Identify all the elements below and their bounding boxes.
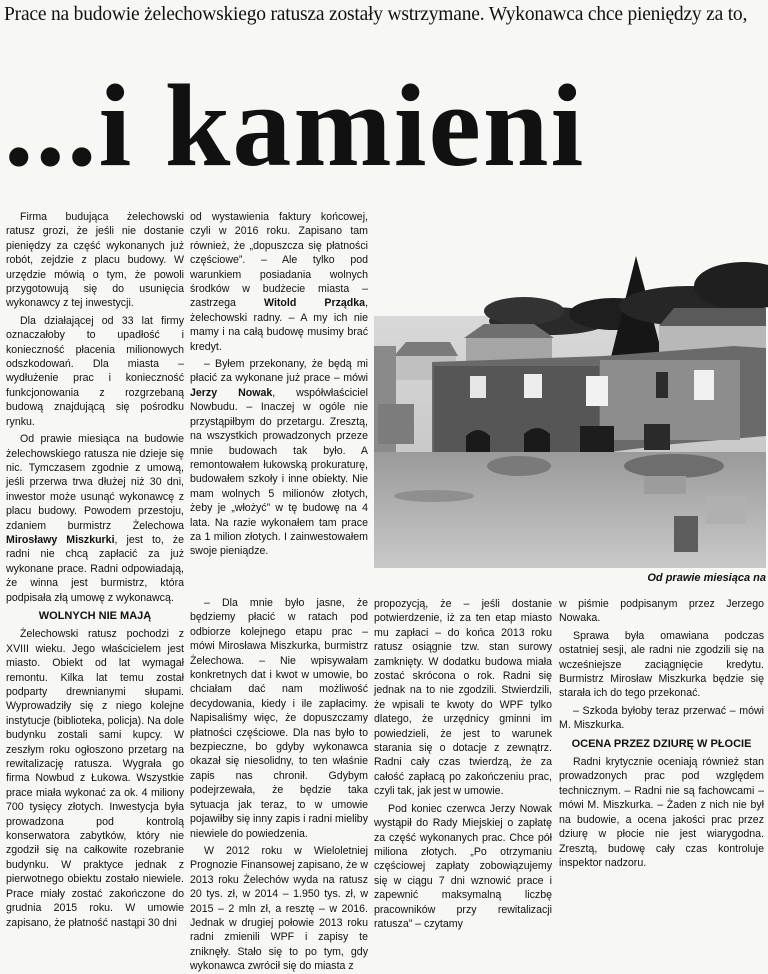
paragraph: – Szkoda byłoby teraz przerwać – mówi M. Miszkurka. [559,704,764,732]
column-2-lower [190,596,368,973]
text-run: – Byłem przekonany, że będą mi płacić za wykonane już prace – mówi [190,358,368,385]
paragraph: W 2012 roku w Wieloletniej Prognozie Finansowej zapisano, że w 2013 roku Żelechów wyda na ratusz 20 tys. zł, w 2014 – 1.950 tys. zł, w 2015 – 2 mln zł, a resztę – w 2016. Jednak w drugiej połowie 2013 roku radni zmienili WPF i zapisy te zniknęły. Stało się to po tym, gdy wykonawca zwrócił się do miasta z [190,844,368,973]
paragraph: – Dla mnie było jasne, że będziemy płacić w ratach pod odbiorze kolejnego etapu prac – mówi Mirosława Miszkurka, burmistrz Żelechowa. – Nie wpisywałam konkretnych dat i kwot w umowie, bo chciałam dać nam możliwość decydowania, kiedy i ile zapłacimy. Napisaliśmy więc, że dopuszczamy płatności częściowe. Dla nas było to bezpieczne, bo gdyby wykonawca okazał się niesolidny, to ten właśnie zapis nas chronił. Gdybym podejrzewała, że będzie taka sytuacja jak teraz, to w umowie pojawiłby się inny zapis i radni mieliby niewiele do powiedzenia. [190,597,368,840]
kicker: Prace na budowie żelechowskiego ratusza zostały wstrzymane. Wykonawca chce pieniędzy za to, [4,4,748,25]
headline: ...i kamieni [4,60,586,191]
section-heading: OCENA PRZEZ DZIURĘ W PŁOCIE [571,737,752,750]
paragraph: Firma budująca żelechowski ratusz grozi, że jeśli nie dostanie pieniędzy za część wykonanych już robót, zejdzie z placu budowy. W urzędzie mówią o tym, że powoli przygotowują się do usunięcia wykonawcy z tej inwestycji. [6,211,184,310]
paragraph: Pod koniec czerwca Jerzy Nowak wystąpił do Rady Miejskiej o zapłatę za część wykonanych prac. Chce pół miliona złotych. „Po otrzymaniu częściowej zapłaty zobowiązujemy się w ciągu 7 dni wznowić prace i zapewnić maksymalną liczbę pracowników przy rewitalizacji ratusza” – czytamy [374,802,552,930]
column-1 [6,210,184,929]
paragraph: Radni krytycznie oceniają również stan prowadzonych prac pod względem technicznym. – Radni nie są fachowcami – mówi M. Miszkurka. – Żaden z nich nie był na budowie, a ocena jakości prac przez dziurę w płocie nie jest wiarygodna. Zresztą, budowę cały czas kontroluje inspektor nadzoru. [559,756,764,869]
paragraph [190,210,368,354]
column-3 [374,597,552,930]
paragraph: Żelechowski ratusz pochodzi z XVIII wieku. Jego właścicielem jest miasto. Obiekt od lat wymagał remontu. Kilka lat temu został podparty drewnianymi słupami. Wyprowadziły się z niego kolejne instytucje (biblioteka, policja). Na dole budynku zostali sami kupcy. W zeszłym roku ogłoszono przetarg na rewitalizację ratusza. Wygrała go firma Nowbud z Łukowa. Wszystkie prace miała wykonać za ok. 4 miliony 700 tysięcy złotych. Inwestycja była prowadzona pod kontrolą konserwatora zabytków, który nie zgodził się na całkowite rozebranie budynku. W praktyce jednak z pierwotnego obiektu zostało niewiele. Prace miały zostać zakończone do grudnia 2015 roku. W umowie zapisano, że płatność nastąpi 30 dni [6,628,184,929]
text-run: od wystawienia faktury końcowej, czyli w 2016 roku. Zapisano tam również, że „dopuszcza się płatności częściowe”. – Ale tylko pod warunkiem posiadania wolnych środków w budżecie miasta – zastrzega [190,211,368,310]
paragraph [6,432,184,605]
person-name: Mirosławy Miszkurki [6,533,115,546]
paragraph [190,357,368,559]
paragraph: Sprawa była omawiana podczas ostatniej sesji, ale radni nie zgodzili się na wcześniejsze zaciągnięcie kredytu. Burmistrz Mirosław Miszkurka będzie się starała ich do tego przekonać. [559,629,764,700]
photo-caption: Od prawie miesiąca na [647,572,766,584]
text-run: , współwłaściciel Nowbudu. – Inaczej w ogóle nie przystąpiłbym do przetargu. Zresztą, na wszystkich prowadzonych przeze mnie budowach tak było. A remontowałem łukowską prokuraturę, budowałem szkoły i inne obiekty. Nie mam wolnych 5 milionów złotych, żeby je „włożyć” w tę budowę na 4 lata. Na razie wykonałem tam prace za 1 milion złotych. I zainwestowałem swoje pieniądze. [190,386,368,558]
person-name: Jerzy Nowak [190,386,273,399]
paragraph: w piśmie podpisanym przez Jerzego Nowaka. [559,598,764,625]
column-4 [559,597,764,910]
text-run: , żelechowski radny. – A my ich nie mamy i na całą budowę musimy brać kredyt. [190,297,369,353]
paragraph: propozycją, że – jeśli dostanie potwierdzenie, iż za ten etap miasto mu zapłaci – do końca 2013 roku ratusz osiągnie tzw. stan surowy zamknięty. W dodatku budowa miała zostać skrócona o rok. Radni się jednak na to nie zgodzili. Stwierdzili, że wpisali te kwoty do WPF tylko dlatego, że urzędnicy gminni im powiedzieli, że jest to warunek starania się o dotacje z zewnątrz. Radni cały czas twierdzą, że za całość zapłacą po zakończeniu prac, czyli tak, jak jest w umowie. [374,598,552,798]
person-name: Witold Prządka [264,297,366,310]
ruined-building-photo [374,316,766,568]
text-run: Od prawie miesiąca na budowie żelechowskiego ratusza nie dzieje się nic. Tymczasem zgodnie z umową, jeśli przerwa trwa dłużej niż 30 dni, inwestor może usunąć wykonawcę z placu budowy. Powodem przestoju, zdaniem burmistrz Żelechowa [6,433,184,532]
paragraph: Dla działającej od 33 lat firmy oznaczałoby to upadłość i konieczność płacenia milionowych odszkodowań. Dla miasta – wydłużenie prac i konieczność funkcjonowania z rozgrzebaną budową znajdującą się pośrodku rynku. [6,314,184,428]
column-2 [190,210,368,596]
section-heading: WOLNYCH NIE MAJĄ [38,609,152,622]
text-run: , jest to, że radni nie chcą zapłacić za już wykonane prace. Radni odpowiadają, że winna jest burmistrz, która podpisała złą umowę z wykonawcą. [6,533,184,604]
